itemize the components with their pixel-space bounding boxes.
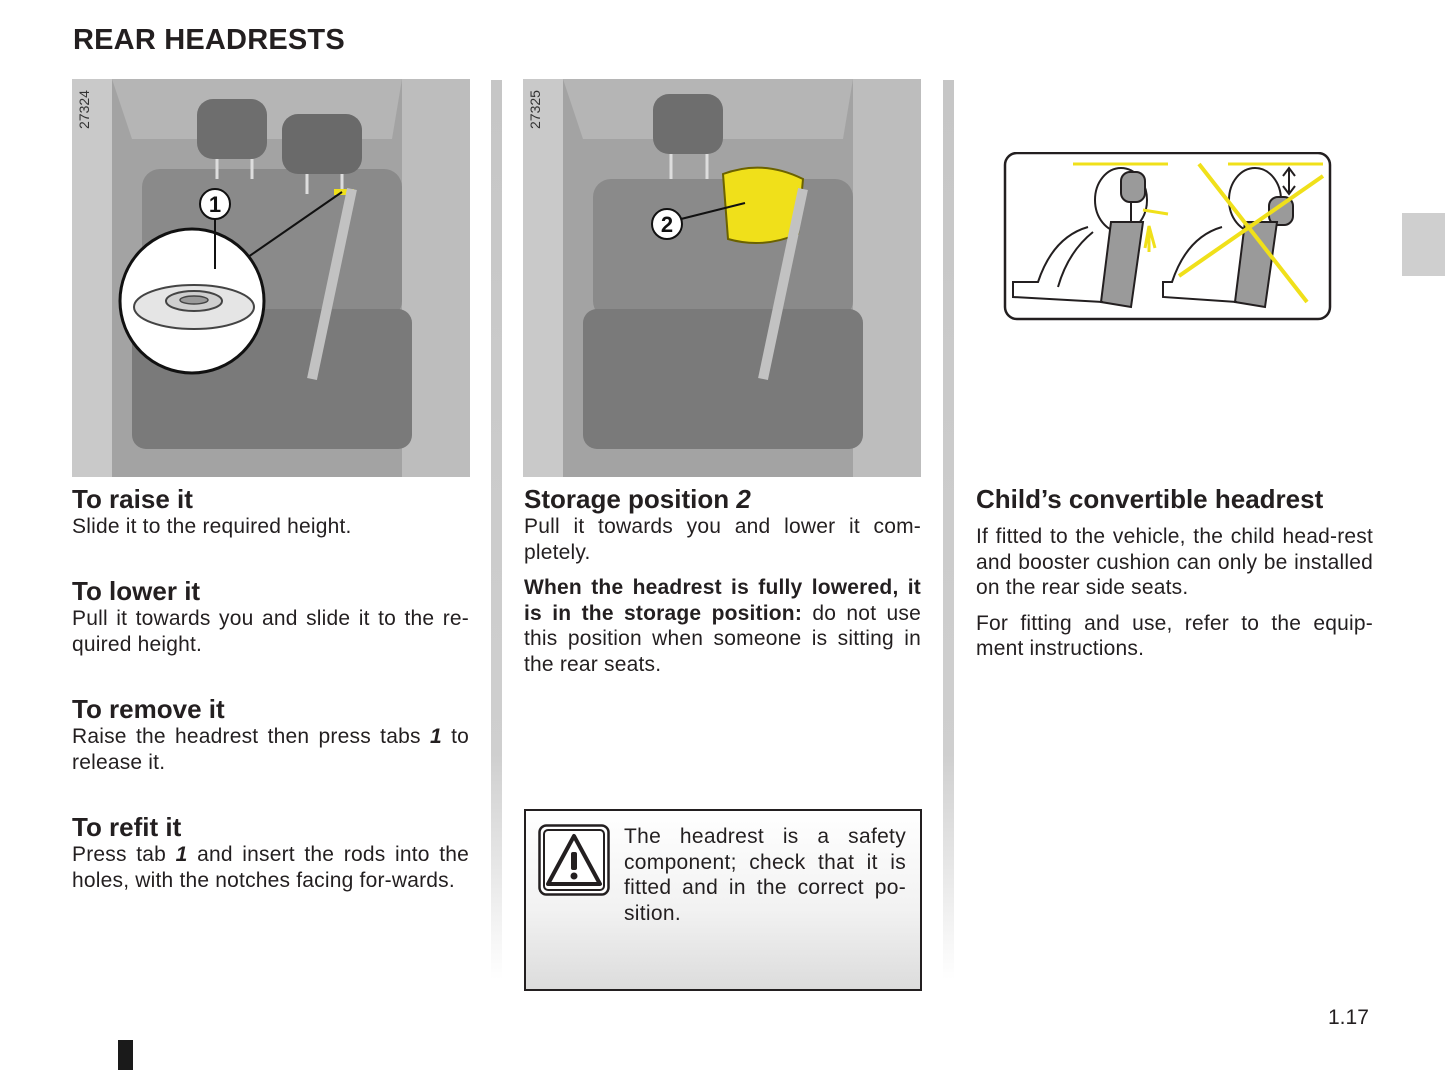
warning-box — [524, 809, 922, 991]
section-raise — [72, 484, 469, 540]
column-2 — [524, 484, 921, 677]
storage-note: When the headrest is fully lowered, it is in the storage position: do not use this position when someone is sitting in the rear seats. — [524, 576, 921, 676]
figure-number: 27324 — [76, 90, 92, 129]
margin-marker — [118, 1040, 133, 1070]
seat-illustration — [523, 79, 921, 477]
section-thumb-tab — [1402, 213, 1445, 276]
figure-headrest-storage — [523, 79, 921, 477]
section-lower — [72, 576, 469, 657]
headrest-diagram-icon — [1003, 152, 1333, 322]
reference-number: 2 — [736, 484, 751, 514]
seat-illustration — [72, 79, 470, 477]
section-heading: Storage position 2 — [524, 484, 751, 514]
section-text: Press tab 1 and insert the rods into the holes, with the notches facing for-wards. — [72, 843, 469, 892]
section-refit — [72, 812, 469, 893]
callout-1: 1 — [208, 192, 222, 217]
callout-2: 2 — [660, 212, 674, 237]
section-text: Pull it towards you and slide it to the re-quired height. — [72, 607, 469, 656]
figure-headrest-tabs — [72, 79, 470, 477]
figure-number: 27325 — [527, 90, 543, 129]
section-heading: Child’s convertible headrest — [976, 484, 1324, 514]
column-3 — [976, 484, 1373, 662]
section-heading: To raise it — [72, 484, 193, 514]
section-remove — [72, 694, 469, 775]
page-title: REAR HEADRESTS — [73, 24, 345, 56]
section-heading: To refit it — [72, 812, 182, 842]
section-heading: To lower it — [72, 576, 201, 606]
section-text: For fitting and use, refer to the equip-ment instructions. — [976, 611, 1373, 660]
section-text: Pull it towards you and lower it com-pletely. — [524, 515, 921, 564]
warning-text: The headrest is a safety component; check that it is fitted and in the correct po-sition. — [624, 825, 906, 925]
section-text: Raise the headrest then press tabs 1 to release it. — [72, 725, 470, 774]
section-text: Slide it to the required height. — [72, 515, 352, 538]
reference-number: 1 — [429, 725, 442, 748]
section-text: If fitted to the vehicle, the child head-rest and booster cushion can only be installed on the rear side seats. — [976, 525, 1373, 599]
warning-triangle-icon — [538, 824, 610, 896]
page-number: 1.17 — [1328, 1006, 1369, 1029]
column-divider — [491, 80, 502, 980]
headrest-position-diagram — [1003, 152, 1333, 327]
reference-number: 1 — [175, 843, 188, 866]
section-heading: To remove it — [72, 694, 225, 724]
column-divider — [943, 80, 954, 980]
